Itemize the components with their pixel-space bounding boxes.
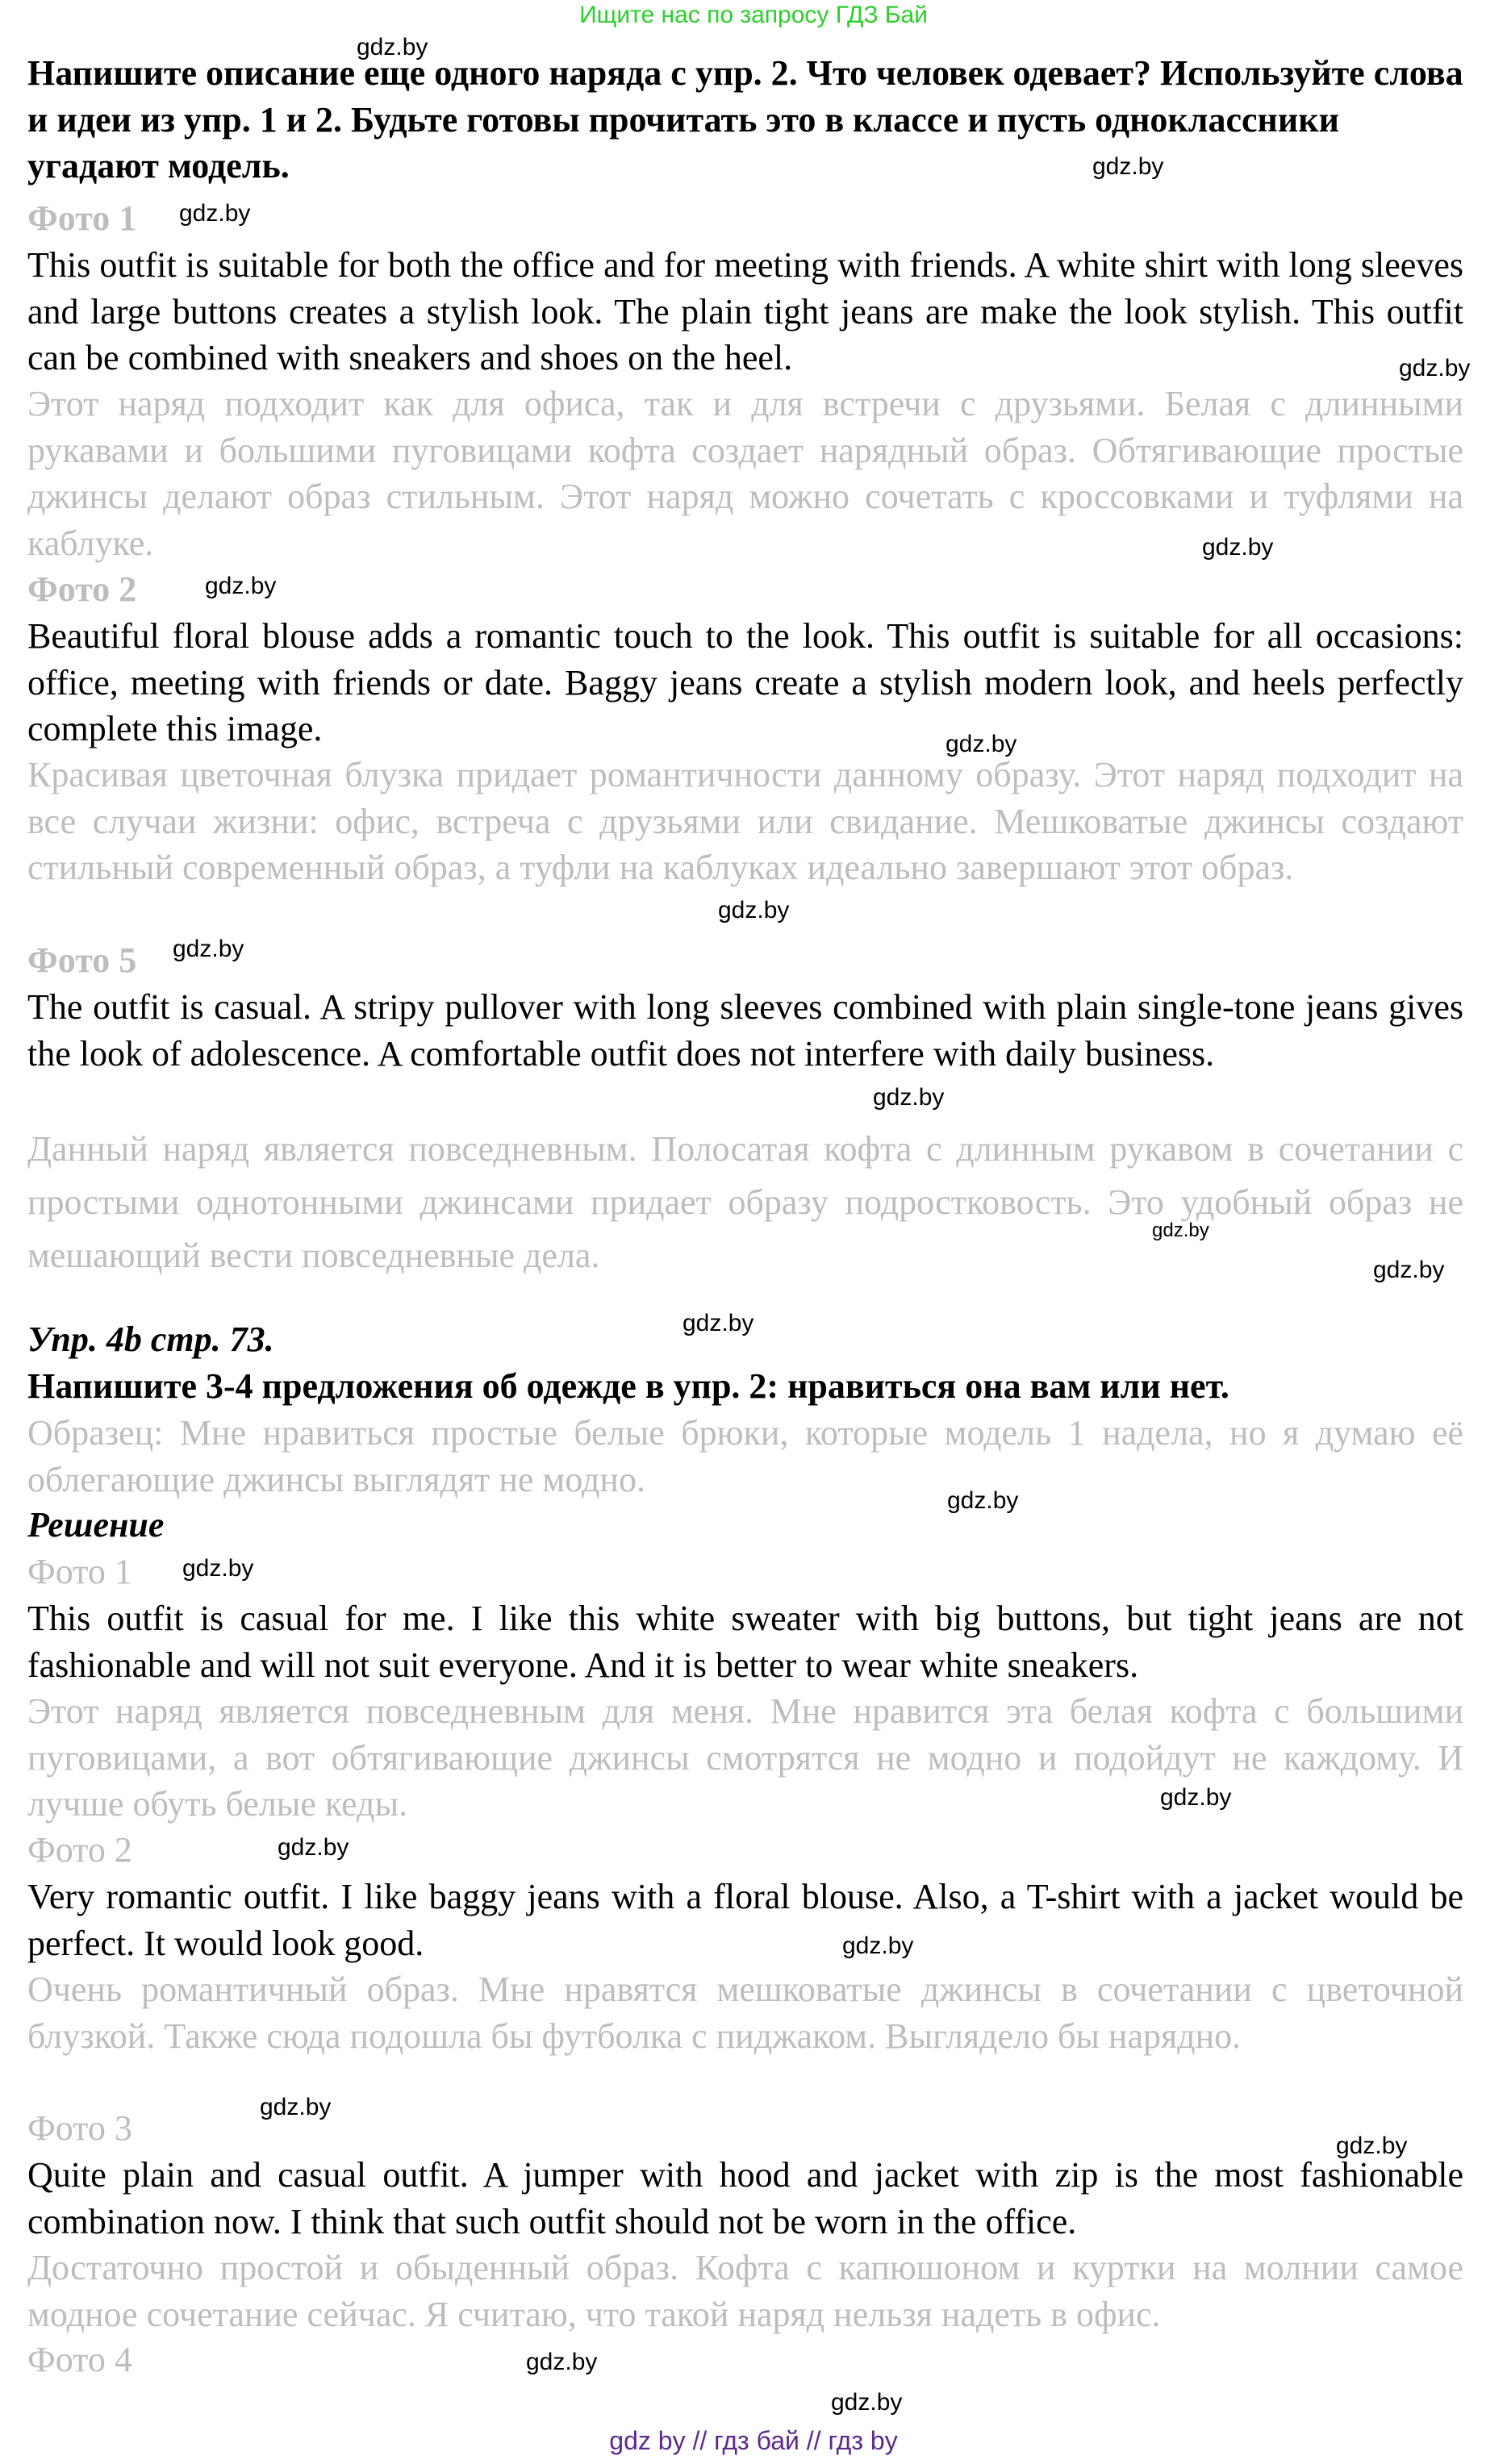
solution-photo4-label: Фото 4 xyxy=(27,2340,132,2379)
watermark: gdz.by xyxy=(873,1084,945,1111)
watermark: gdz.by xyxy=(173,936,244,962)
task3-title: Напишите описание еще одного наряда с упр. 2. Что человек одевает? Используйте слова и идеи из упр. 1 и 2. Будьте готовы прочитать это в классе и пусть одноклассники угадают модель. xyxy=(27,53,1463,186)
task4b-sample: Образец: Мне нравиться простые белые брюки, которые модель 1 надела, но я думаю её облегающие джинсы выглядят не модно. xyxy=(27,1413,1463,1499)
photo1-russian-text: Этот наряд подходит как для офиса, так и для встречи с друзьями. Белая с длинными рукавами и большими пуговицами кофта создает нарядный образ. Обтягивающие простые джинсы делают образ стильным. Этот наряд можно сочетать с кроссовками и туфлями на каблуке. xyxy=(27,384,1463,563)
watermark: gdz.by xyxy=(179,200,251,227)
photo2-english-text: Beautiful floral blouse adds a romantic touch to the look. This outfit is suitable for all occasions: office, meeting with friends or date. Baggy jeans create a stylish modern look, and heels perfectly complete this image. xyxy=(27,616,1463,748)
task4b-instruction: Напишите 3-4 предложения об одежде в упр. 2: нравиться она вам или нет. xyxy=(27,1366,1229,1406)
watermark: gdz.by xyxy=(831,2389,903,2416)
watermark: gdz.by xyxy=(1152,1219,1209,1241)
watermark: gdz.by xyxy=(683,1310,754,1336)
watermark: gdz.by xyxy=(718,897,790,923)
top-search-banner[interactable]: Ищите нас по запросу ГДЗ Бай xyxy=(579,2,928,28)
solution-photo3-label: Фото 3 xyxy=(27,2108,132,2148)
solution-photo3-english-text: Quite plain and casual outfit. A jumper with hood and jacket with zip is the most fashionable combination now. I think that such outfit should not be worn in the office. xyxy=(27,2155,1463,2241)
task4b-heading: Упр. 4b стр. 73. xyxy=(27,1320,274,1359)
solution-photo2-label: Фото 2 xyxy=(27,1830,132,1870)
watermark: gdz.by xyxy=(205,573,277,599)
watermark: gdz.by xyxy=(182,1555,254,1582)
solution-photo3-russian-text: Достаточно простой и обыденный образ. Кофта с капюшоном и куртки на молнии самое модное сочетание сейчас. Я считаю, что такой наряд нельзя надеть в офис. xyxy=(27,2248,1463,2334)
watermark: gdz.by xyxy=(1373,1257,1445,1283)
watermark: gdz.by xyxy=(278,1834,349,1861)
watermark: gdz.by xyxy=(526,2349,598,2375)
watermark: gdz.by xyxy=(1202,534,1274,561)
solution-heading: Решение xyxy=(27,1505,165,1545)
photo5-english-text: The outfit is casual. A stripy pullover with long sleeves combined with plain single-tone jeans gives the look of adolescence. A comfortable outfit does not interfere with daily business. xyxy=(27,987,1463,1074)
solution-photo1-label: Фото 1 xyxy=(27,1552,132,1591)
footer-links[interactable]: gdz by // гдз бай // гдз by xyxy=(609,2426,898,2455)
photo5-russian-text: Данный наряд является повседневным. Полосатая кофта с длинным рукавом в сочетании с простыми однотонными джинсами придает образу подростковость. Это удобный образ не мешающий вести повседневные дела. xyxy=(27,1129,1463,1275)
photo2-russian-text: Красивая цветочная блузка придает романтичности данному образу. Этот наряд подходит на все случаи жизни: офис, встреча с друзьями или свидание. Мешковатые джинсы создают стильный современный образ, а туфли на каблуках идеально завершают этот образ. xyxy=(27,755,1463,887)
watermark: gdz.by xyxy=(946,731,1017,757)
watermark: gdz.by xyxy=(1336,2133,1408,2159)
watermark: gdz.by xyxy=(1092,153,1164,180)
watermark: gdz.by xyxy=(1399,355,1471,381)
watermark: gdz.by xyxy=(357,34,428,60)
photo1-english-text: This outfit is suitable for both the office and for meeting with friends. A white shirt with long sleeves and large buttons creates a stylish look. The plain tight jeans are make the look stylish. This outfit can be combined with sneakers and shoes on the heel. xyxy=(27,245,1463,377)
solution-photo2-russian-text: Очень романтичный образ. Мне нравятся мешковатые джинсы в сочетании с цветочной блузкой. Также сюда подошла бы футболка с пиджаком. Выглядело бы нарядно. xyxy=(27,1970,1463,2056)
photo5-label: Фото 5 xyxy=(27,940,137,980)
solution-photo1-english-text: This outfit is casual for me. I like this white sweater with big buttons, but tight jeans are not fashionable and will not suit everyone. And it is better to wear white sneakers. xyxy=(27,1599,1463,1685)
watermark: gdz.by xyxy=(947,1487,1019,1514)
watermark: gdz.by xyxy=(842,1932,914,1959)
photo1-label: Фото 1 xyxy=(27,198,137,238)
watermark: gdz.by xyxy=(1160,1784,1232,1811)
solution-photo2-english-text: Very romantic outfit. I like baggy jeans with a floral blouse. Also, a T-shirt with a jacket would be perfect. It would look good. xyxy=(27,1877,1463,1963)
watermark: gdz.by xyxy=(260,2094,332,2120)
solution-photo1-russian-text: Этот наряд является повседневным для меня. Мне нравится эта белая кофта с большими пуговицами, а вот обтягивающие джинсы смотрятся не модно и подойдут не каждому. И лучше обуть белые кеды. xyxy=(27,1691,1463,1824)
photo2-label: Фото 2 xyxy=(27,569,137,609)
